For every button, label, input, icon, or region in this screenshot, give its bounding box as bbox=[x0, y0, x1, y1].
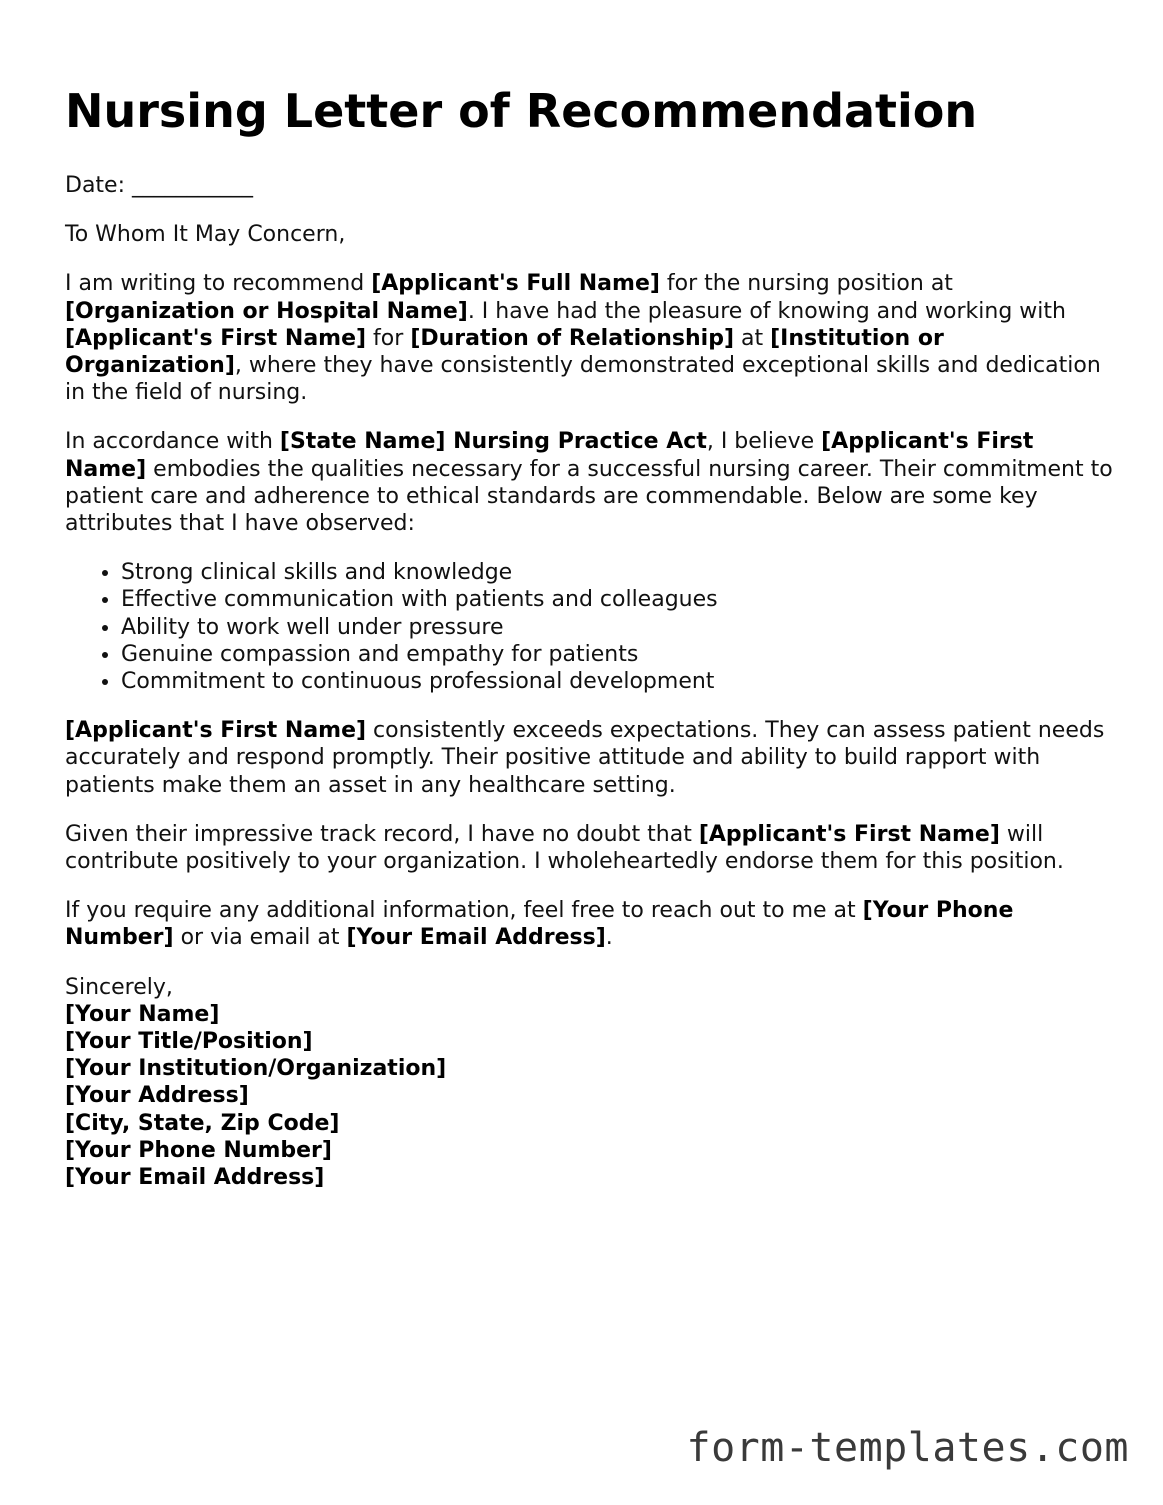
signature-block bbox=[65, 974, 1115, 1192]
list-item: • Commitment to continuous professional development bbox=[121, 668, 1115, 695]
text-segment: for the nursing position at bbox=[659, 271, 953, 297]
placeholder-practice-act: [State Name] Nursing Practice Act bbox=[279, 429, 707, 455]
paragraph-endorsement bbox=[65, 821, 1115, 875]
placeholder-applicant-first-name: [Applicant's First Name] bbox=[65, 429, 1034, 482]
paragraph-contact bbox=[65, 897, 1115, 951]
placeholder-applicant-first-name: [Applicant's First Name] bbox=[65, 325, 367, 351]
signature-email: [Your Email Address] bbox=[65, 1165, 325, 1191]
paragraph-qualities bbox=[65, 428, 1115, 537]
text-segment: I am writing to recommend bbox=[65, 271, 372, 297]
placeholder-institution: [Institution or Organization] bbox=[65, 325, 944, 379]
list-item: • Strong clinical skills and knowledge bbox=[121, 559, 1115, 586]
text-segment: . bbox=[605, 925, 613, 951]
text-segment: will contribute positively to your organization. I wholeheartedly endorse them for this position. bbox=[65, 821, 1064, 875]
text-segment: , I believe bbox=[706, 429, 822, 455]
paragraph-performance bbox=[65, 717, 1115, 799]
text-segment: consistently exceeds expectations. They can assess patient needs accurately and respond promptly. Their positive attitude and ability to build rapport with patients make them an asset in any healthcare setting. bbox=[65, 718, 1105, 798]
attributes-list bbox=[65, 559, 1115, 695]
placeholder-email-address: [Your Email Address] bbox=[346, 925, 606, 951]
placeholder-applicant-first-name: [Applicant's First Name] bbox=[65, 718, 367, 744]
list-item: • Genuine compassion and empathy for patients bbox=[121, 641, 1115, 668]
list-item: • Effective communication with patients and colleagues bbox=[121, 586, 1115, 613]
paragraph-introduction bbox=[65, 270, 1115, 406]
text-segment: Given their impressive track record, I have no doubt that bbox=[65, 821, 699, 847]
list-item: • Ability to work well under pressure bbox=[121, 614, 1115, 641]
signature-address: [Your Address] bbox=[65, 1083, 249, 1109]
signature-phone: [Your Phone Number] bbox=[65, 1137, 332, 1163]
sign-off: Sincerely, bbox=[65, 974, 173, 1000]
greeting: To Whom It May Concern, bbox=[65, 222, 346, 248]
placeholder-duration: [Duration of Relationship] bbox=[410, 325, 735, 351]
text-segment: , where they have consistently demonstrated exceptional skills and dedication in the field of nursing. bbox=[65, 353, 1101, 406]
placeholder-organization-name: [Organization or Hospital Name] bbox=[65, 298, 468, 324]
placeholder-applicant-first-name: [Applicant's First Name] bbox=[698, 821, 1000, 847]
signature-title: [Your Title/Position] bbox=[65, 1029, 313, 1055]
watermark-text: form-templates.com bbox=[686, 1425, 1129, 1471]
letter-page bbox=[65, 84, 1115, 1191]
document-title: Nursing Letter of Recommendation bbox=[65, 84, 978, 138]
placeholder-applicant-full-name: [Applicant's Full Name] bbox=[371, 271, 660, 297]
text-segment: at bbox=[734, 325, 771, 351]
date-line: Date: ___________ bbox=[65, 173, 253, 198]
text-segment: If you require any additional information, feel free to reach out to me at bbox=[65, 898, 863, 924]
text-segment: embodies the qualities necessary for a successful nursing career. Their commitment to patient care and adherence to ethical standards are commendable. Below are some key attributes that I have observed: bbox=[65, 456, 1113, 537]
signature-institution: [Your Institution/Organization] bbox=[65, 1056, 447, 1082]
text-segment: or via email at bbox=[173, 925, 347, 951]
signature-name: [Your Name] bbox=[65, 1001, 220, 1027]
text-segment: for bbox=[366, 325, 411, 351]
text-segment: In accordance with bbox=[65, 429, 280, 455]
placeholder-phone-number: [Your Phone Number] bbox=[65, 898, 1014, 951]
text-segment: . I have had the pleasure of knowing and working with bbox=[467, 298, 1066, 324]
signature-city-state-zip: [City, State, Zip Code] bbox=[65, 1110, 340, 1136]
